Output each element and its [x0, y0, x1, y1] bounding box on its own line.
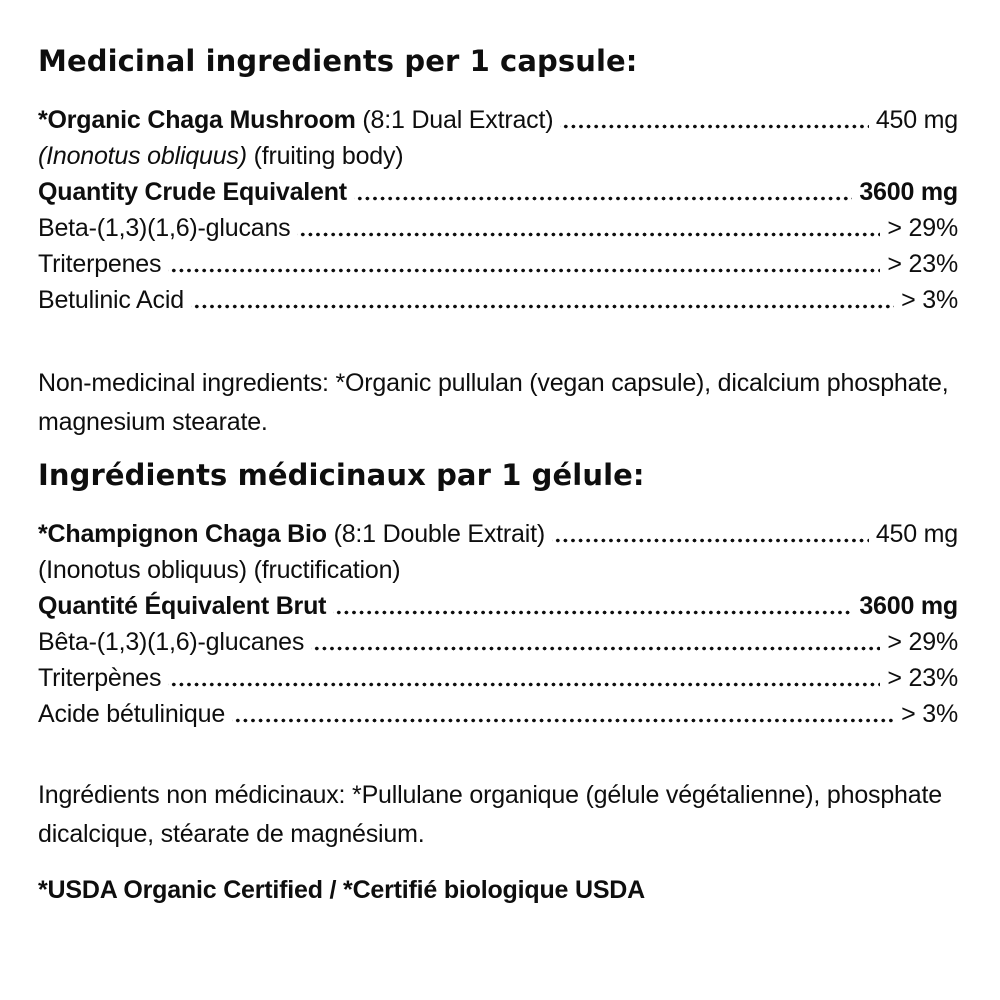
ingredient-name-detail: (8:1 Dual Extract)	[355, 106, 554, 135]
ingredient-amount: > 23%	[887, 250, 958, 279]
non-medicinal-paragraph-en: Non-medicinal ingredients: *Organic pullulan (vegan capsule), dicalcium phosphate, magnesium stearate.	[38, 369, 949, 437]
latin-name-row-fr	[38, 552, 958, 588]
constituent-row-betulinic-en	[38, 282, 958, 318]
heading-medicinal-fr: Ingrédients médicinaux par 1 gélule:	[38, 458, 645, 493]
constituent-row-betulinique-fr	[38, 696, 958, 732]
ingredient-amount: > 3%	[901, 700, 958, 729]
constituent-row-glucans-en	[38, 210, 958, 246]
latin-name-row-en	[38, 138, 958, 174]
ingredient-name-bold: Quantité Équivalent Brut	[38, 592, 327, 621]
ingredient-amount: > 29%	[887, 214, 958, 243]
ingredient-table-en	[38, 102, 958, 318]
ingredient-name: Betulinic Acid	[38, 286, 184, 315]
dot-leader	[168, 660, 880, 696]
ingredient-name: Acide bétulinique	[38, 700, 226, 729]
dot-leader	[191, 282, 894, 318]
heading-medicinal-en: Medicinal ingredients per 1 capsule:	[38, 44, 638, 78]
constituent-row-glucanes-fr	[38, 624, 958, 660]
latin-name-italic: (Inonotus obliquus)	[38, 142, 247, 171]
ingredient-name: Bêta-(1,3)(1,6)-glucanes	[38, 628, 305, 657]
ingredient-row-chaga-fr	[38, 516, 958, 552]
ingredient-amount: 450 mg	[875, 106, 958, 135]
dot-leader	[311, 624, 880, 660]
dot-leader	[168, 246, 880, 282]
ingredient-amount: > 23%	[887, 664, 958, 693]
ingredient-name-bold: *Champignon Chaga Bio	[38, 520, 327, 549]
ingredient-table-fr	[38, 516, 958, 732]
dot-leader	[552, 516, 869, 552]
dot-leader	[297, 210, 880, 246]
dot-leader	[232, 696, 894, 732]
non-medicinal-paragraph-fr: Ingrédients non médicinaux: *Pullulane organique (gélule végétalienne), phosphate dicalcique, stéarate de magnésium.	[38, 781, 942, 849]
crude-equivalent-row-en	[38, 174, 958, 210]
latin-name-rest: (fruiting body)	[246, 142, 404, 171]
ingredient-name: Triterpenes	[38, 250, 162, 279]
constituent-row-triterpenes-fr	[38, 660, 958, 696]
ingredient-name: Beta-(1,3)(1,6)-glucans	[38, 214, 291, 243]
ingredient-amount: 450 mg	[875, 520, 958, 549]
ingredient-name-bold: *Organic Chaga Mushroom	[38, 106, 356, 135]
usda-organic-footnote: *USDA Organic Certified / *Certifié biologique USDA	[38, 876, 645, 905]
ingredient-name-detail: (8:1 Double Extrait)	[326, 520, 545, 549]
constituent-row-triterpenes-en	[38, 246, 958, 282]
ingredient-amount: > 29%	[887, 628, 958, 657]
ingredient-amount: 3600 mg	[859, 592, 958, 621]
dot-leader	[333, 588, 852, 624]
ingredient-row-chaga-en	[38, 102, 958, 138]
latin-name-rest: (Inonotus obliquus) (fructification)	[38, 556, 401, 585]
dot-leader	[354, 174, 852, 210]
ingredient-name-bold: Quantity Crude Equivalent	[38, 178, 347, 207]
crude-equivalent-row-fr	[38, 588, 958, 624]
dot-leader	[560, 102, 868, 138]
ingredient-amount: > 3%	[901, 286, 958, 315]
ingredient-name: Triterpènes	[38, 664, 162, 693]
ingredient-amount: 3600 mg	[859, 178, 958, 207]
